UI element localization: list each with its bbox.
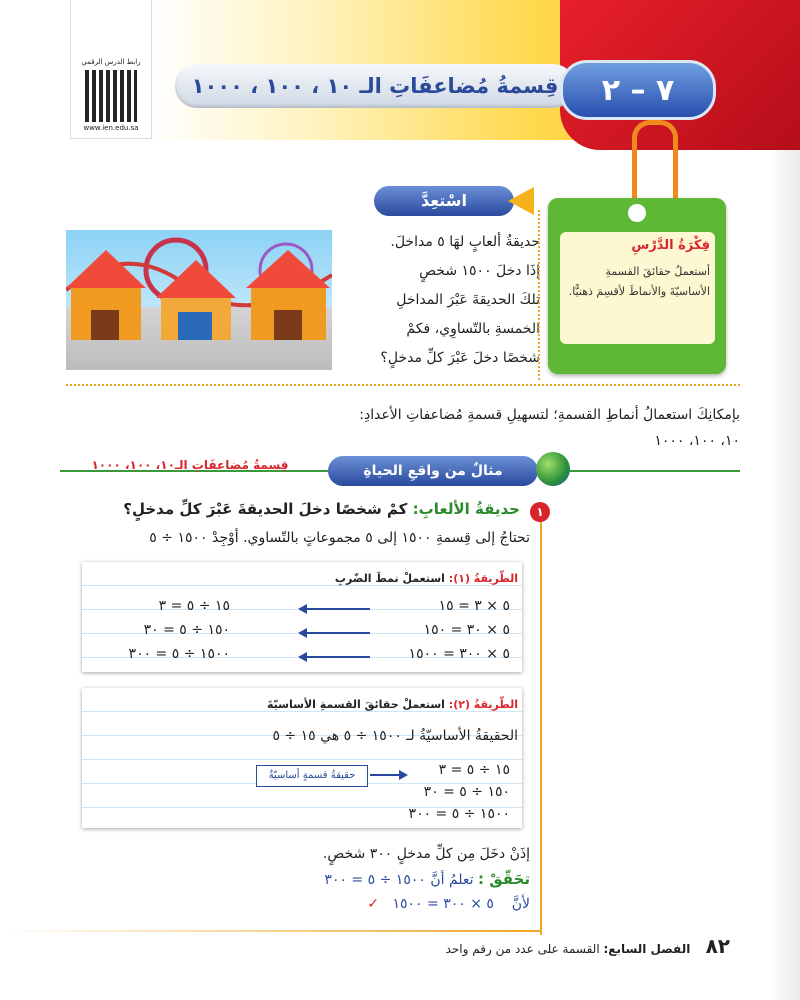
method1-mult-row: ٥ × ٣ = ١٥: [438, 598, 510, 614]
dotted-divider: [66, 384, 740, 386]
check-line: [60, 870, 530, 888]
amusement-park-image: [66, 230, 332, 370]
tag-hole: [628, 204, 646, 222]
qr-label: رابط الدرس الرقمي: [81, 58, 141, 66]
qr-code-icon[interactable]: [85, 70, 137, 122]
check-keyword: تحَقّقْ :: [478, 870, 530, 888]
dotted-divider: [538, 210, 540, 380]
method2-label: الطّريقةُ (٢):: [448, 698, 518, 711]
question-text: كمْ شخصًا دخلَ الحديقةَ عَبْرَ كلِّ مدخلٍ؟: [123, 500, 408, 518]
left-arrow-icon: [300, 608, 370, 610]
page-title: قِسمةُ مُضاعفَاتِ الـ ١٠ ، ١٠٠ ، ١٠٠٠: [191, 74, 559, 98]
ready-line: حديقةُ ألعابٍ لهَا ٥ مداخلَ.: [390, 234, 540, 250]
method1-div-row: ١٥٠٠ ÷ ٥ = ٣٠٠: [128, 646, 230, 662]
chapter-title: القسمة على عدد من رقم واحد: [445, 942, 600, 956]
method2-row: ١٥٠٠ ÷ ٥ = ٣٠٠: [408, 806, 510, 822]
because-line: [60, 896, 530, 912]
globe-icon: [536, 452, 570, 486]
page-footer: [380, 934, 730, 958]
chapter-label: الفصل السابع:: [603, 942, 691, 956]
method1-div-row: ١٥٠ ÷ ٥ = ٣٠: [143, 622, 230, 638]
intro-paragraph: [60, 402, 740, 454]
conclusion: إذَنْ دخَلَ مِن كلِّ مدخلٍ ٣٠٠ شخصٍ.: [322, 846, 530, 862]
method1-text: استعملْ نمطَ الضّربِ: [334, 572, 445, 585]
intro-line: ١٠، ١٠٠، ١٠٠٠: [654, 433, 740, 449]
example-subtitle: قِسمةُ مُضاعفَاتِ الـ١٠، ١٠٠، ١٠٠٠: [91, 458, 289, 472]
example-sub: تحتاجُ إلى قِسمةِ ١٥٠٠ إلى ٥ مجموعاتٍ بالتّساوي. أوْجِدْ ١٥٠٠ ÷ ٥: [149, 530, 530, 546]
method1-mult-row: ٥ × ٣٠ = ١٥٠: [423, 622, 510, 638]
example-question: [60, 500, 520, 518]
because-word: لأنَّ: [511, 896, 530, 912]
left-arrow-icon: [300, 632, 370, 634]
ready-line: إذَا دخلَ ١٥٠٠ شخصٍ: [419, 263, 540, 279]
method2-fact-line: الحقيقةُ الأساسيّةُ لـ ١٥٠٠ ÷ ٥ هي ١٥ ÷ ٥: [272, 728, 518, 744]
page-number: ٨٢: [705, 934, 730, 958]
bottom-rule: [0, 930, 540, 932]
left-arrow-icon: [300, 656, 370, 658]
ready-line: الخمسةِ بالتّساوِي، فكمْ: [406, 321, 540, 337]
method1-mult-row: ٥ × ٣٠٠ = ١٥٠٠: [408, 646, 510, 662]
method2-title: [250, 698, 518, 711]
ready-line: شخصًا دخلَ عَبْرَ كلِّ مدخلٍ؟: [380, 350, 540, 366]
method2-text: استعملْ حقائقَ القسمةِ الأساسيّةَ: [267, 698, 445, 711]
park-illustration: [66, 230, 332, 370]
question-keyword: حديقةُ الألعابِ:: [412, 500, 520, 518]
example-side-border: [540, 505, 542, 935]
ready-text: [340, 228, 540, 373]
basic-fact-badge: حقيقةُ قسمةٍ أساسيّةٌ: [256, 765, 368, 787]
lesson-idea-body: أستعملُ حقائقَ القسمةِ الأساسيّةَ والأنماطَ لأقسِمَ ذهنيًّا.: [568, 265, 710, 298]
method2-row: ١٥٠ ÷ ٥ = ٣٠: [423, 784, 510, 800]
example-number: ١: [530, 502, 550, 522]
example-label: مثالٌ من واقعِ الحياةِ: [328, 456, 538, 486]
ready-arrow-icon: [508, 187, 534, 215]
lesson-number: ٧ – ٢: [560, 60, 716, 120]
method1-title: [290, 572, 518, 585]
qr-box[interactable]: [70, 0, 152, 139]
because-equation: ٥ × ٣٠٠ = ١٥٠٠: [392, 896, 494, 912]
check-text: تعلمُ أنَّ ١٥٠٠ ÷ ٥ = ٣٠٠: [324, 872, 474, 888]
method1-label: الطّريقةُ (١):: [448, 572, 518, 585]
qr-url[interactable]: www.ien.edu.sa: [83, 124, 139, 132]
method2-row: ١٥ ÷ ٥ = ٣: [438, 762, 510, 778]
page-edge-shadow: [770, 150, 800, 1000]
right-arrow-icon: [370, 774, 406, 776]
ready-label: اسْتعِدَّ: [374, 186, 514, 216]
method1-div-row: ١٥ ÷ ٥ = ٣: [158, 598, 230, 614]
lesson-idea-title: فِكْرَةُ الدَّرْسِ: [631, 238, 710, 253]
ready-line: تلكَ الحديقةَ عَبْرَ المداخلِ: [396, 292, 540, 308]
intro-line: بإمكانِكَ استعمالُ أنماطِ القسمةِ؛ لتسهيلِ قسمةِ مُضاعفاتِ الأعدادِ:: [359, 407, 740, 423]
check-mark-icon: ✓: [367, 896, 380, 912]
